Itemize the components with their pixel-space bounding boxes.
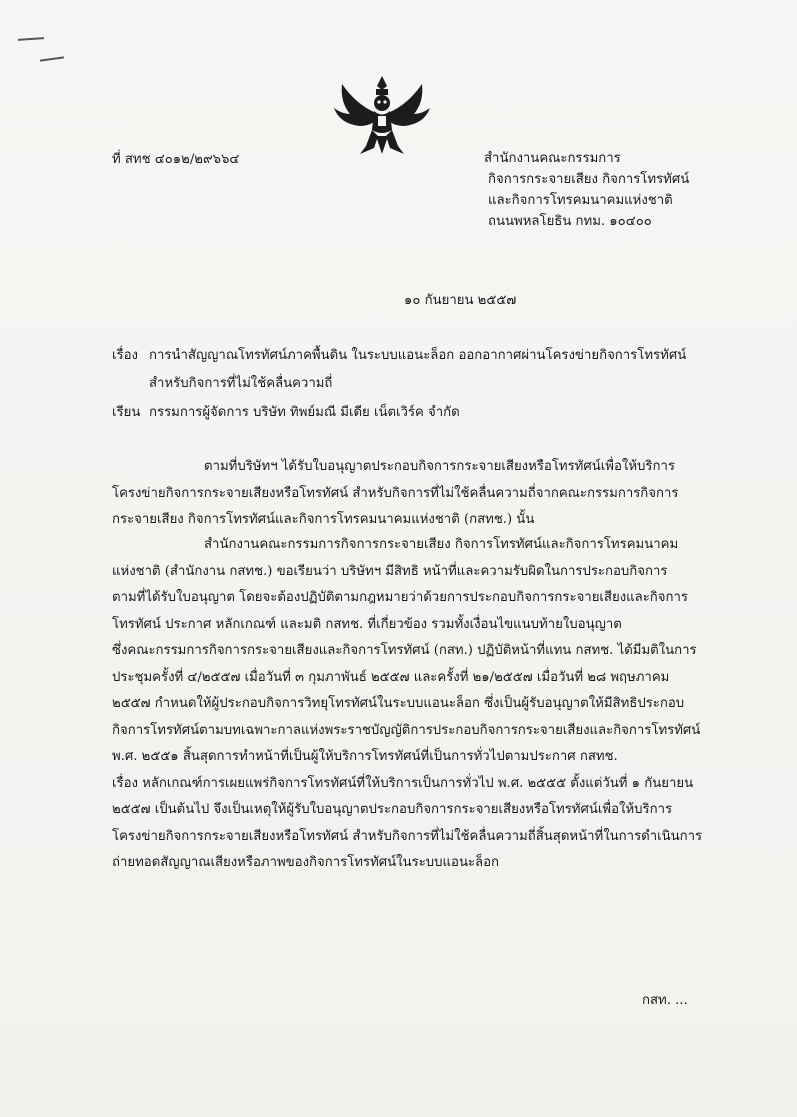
paragraph-line: ๒๕๕๗ เป็นต้นไป จึงเป็นเหตุให้ผู้รับใบอนุญาตประกอบกิจการกระจายเสียงหรือโทรทัศน์เพื่อให้บริการ	[112, 802, 673, 817]
sender-line: สำนักงานคณะกรรมการ	[484, 151, 621, 166]
paragraph-line: ตามที่ได้รับใบอนุญาต โดยจะต้องปฏิบัติตามกฎหมายว่าด้วยการประกอบกิจการกระจายเสียงและกิจการ	[112, 590, 688, 605]
paragraph-line: โครงข่ายกิจการกระจายเสียงหรือโทรทัศน์ สำหรับกิจการที่ไม่ใช้คลื่นความถี่สิ้นสุดหน้าที่ในการดำเนินการ	[112, 828, 703, 844]
sender-line: กิจการกระจายเสียง กิจการโทรทัศน์	[488, 172, 690, 187]
paragraph-line: กิจการโทรทัศน์ตามบทเฉพาะกาลแห่งพระราชบัญญัติการประกอบกิจการกระจายเสียงและกิจการโทรทัศน์	[112, 722, 701, 738]
paragraph-line: พ.ศ. ๒๕๕๑ สิ้นสุดการทำหน้าที่เป็นผู้ให้บริการโทรทัศน์ที่เป็นการทั่วไปตามประกาศ กสทช.	[112, 749, 618, 764]
paragraph-line: โทรทัศน์ ประกาศ หลักเกณฑ์ และมติ กสทช. ที่เกี่ยวข้อง รวมทั้งเงื่อนไขแนบท้ายใบอนุญาต	[112, 616, 622, 632]
scan-mark	[40, 56, 64, 61]
paragraph-line: ถ่ายทอดสัญญาณเสียงหรือภาพของกิจการโทรทัศน์ในระบบแอนะล็อก	[112, 855, 500, 870]
reference-number: ที่ สทช ๔๐๑๒/๒๙๖๖๔	[112, 152, 240, 167]
paragraph-line: ประชุมครั้งที่ ๔/๒๕๕๗ เมื่อวันที่ ๓ กุมภาพันธ์ ๒๕๕๗ และครั้งที่ ๒๑/๒๕๕๗ เมื่อวันที่ ๒๘ พฤษภาคม	[112, 669, 670, 685]
subject-line: การนำสัญญาณโทรทัศน์ภาคพื้นดิน ในระบบแอนะล็อก ออกอากาศผ่านโครงข่ายกิจการโทรทัศน์	[149, 348, 687, 363]
scan-mark	[18, 37, 44, 41]
paragraph-line: ซึ่งคณะกรรมการกิจการกระจายเสียงและกิจการโทรทัศน์ (กสท.) ปฏิบัติหน้าที่แทน กสทช. ได้มีมติในการ	[112, 643, 697, 658]
letter-date: ๑๐ กันยายน ๒๕๕๗	[404, 293, 517, 308]
continuation-marker: กสท. ...	[642, 993, 688, 1008]
garuda-emblem-icon	[330, 74, 434, 156]
paragraph-line: แห่งชาติ (สำนักงาน กสทช.) ขอเรียนว่า บริษัทฯ มีสิทธิ หน้าที่และความรับผิดในการประกอบกิจการ	[112, 563, 668, 579]
to-label: เรียน	[112, 405, 141, 420]
paragraph-line: โครงข่ายกิจการกระจายเสียงหรือโทรทัศน์ สำหรับกิจการที่ไม่ใช้คลื่นความถี่จากคณะกรรมการกิจการ	[112, 485, 679, 501]
sender-address	[484, 148, 689, 232]
sender-line: ถนนพหลโยธิน กทม. ๑๐๔๐๐	[488, 214, 652, 229]
paragraph-line: สำนักงานคณะกรรมการกิจการกระจายเสียง กิจการโทรทัศน์และกิจการโทรคมนาคม	[204, 537, 679, 552]
subject-label: เรื่อง	[112, 348, 138, 363]
paragraph-line: กระจายเสียง กิจการโทรทัศน์และกิจการโทรคมนาคมแห่งชาติ (กสทช.) นั้น	[112, 512, 535, 527]
paragraph-2	[112, 532, 722, 877]
paragraph-line: ตามที่บริษัทฯ ได้รับใบอนุญาตประกอบกิจการกระจายเสียงหรือโทรทัศน์เพื่อให้บริการ	[204, 459, 675, 474]
subject-line: สำหรับกิจการที่ไม่ใช้คลื่นความถี่	[149, 376, 333, 391]
paragraph-line: ๒๕๕๗ กำหนดให้ผู้ประกอบกิจการวิทยุโทรทัศน์ในระบบแอนะล็อก ซึ่งเป็นผู้รับอนุญาตให้มีสิทธิประกอบ	[112, 696, 685, 711]
paragraph-1	[112, 454, 722, 534]
paragraph-line: เรื่อง หลักเกณฑ์การเผยแพร่กิจการโทรทัศน์ที่ให้บริการเป็นการทั่วไป พ.ศ. ๒๕๕๕ ตั้งแต่วันที่ ๑ กันยายน	[112, 775, 694, 791]
to-recipient: กรรมการผู้จัดการ บริษัท ทิพย์มณี มีเดีย เน็ตเวิร์ค จำกัด	[149, 405, 460, 420]
sender-line: และกิจการโทรคมนาคมแห่งชาติ	[488, 193, 673, 208]
